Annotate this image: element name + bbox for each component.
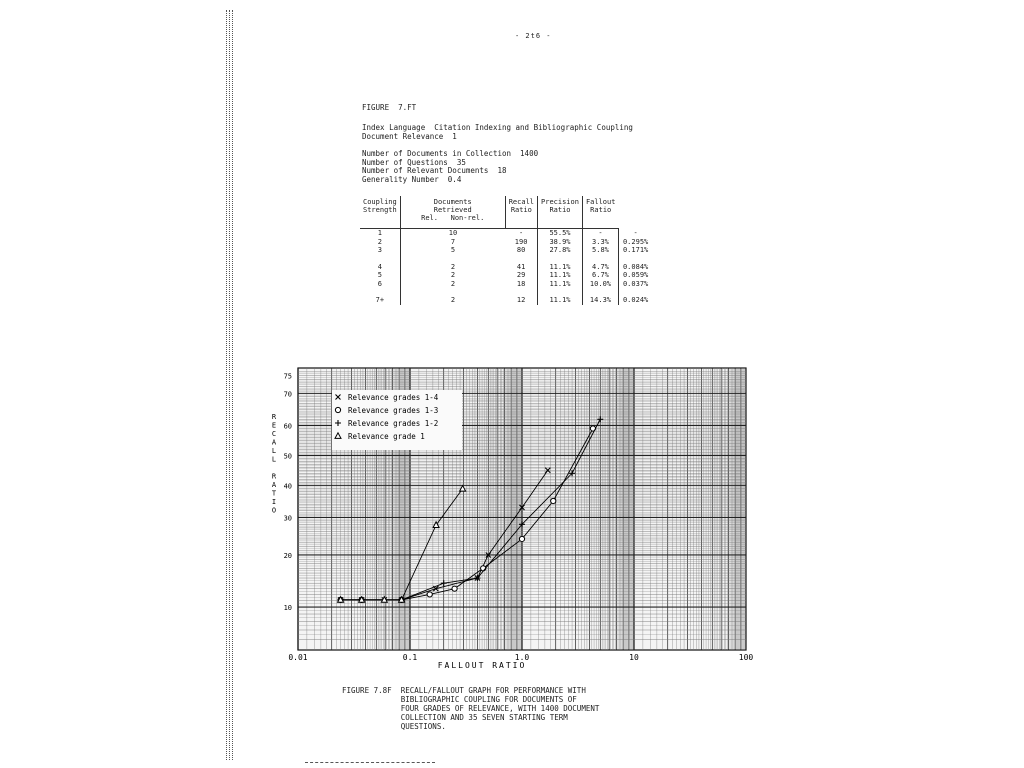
x-tick-label: 1.0 <box>514 653 530 662</box>
header-precision-ratio: Precision Ratio <box>538 196 583 229</box>
table-spacer-row <box>360 288 652 296</box>
collection-stats <box>362 150 538 184</box>
cell-nonrelevant: 41 <box>505 263 537 271</box>
cell-precision: 4.7% <box>582 263 618 271</box>
cell-fallout: 0.059% <box>622 271 649 280</box>
table-row <box>360 279 652 287</box>
legend-entry: Relevance grade 1 <box>348 432 425 441</box>
legend-entry: Relevance grades 1-2 <box>348 419 439 428</box>
cell-nonrelevant: 18 <box>505 279 537 287</box>
cell-fallout: 0.295% <box>622 237 649 246</box>
cell-nonrelevant: 29 <box>505 271 537 279</box>
y-tick-label: 30 <box>283 514 292 523</box>
cell-strength: 3 <box>360 246 400 254</box>
table-body <box>360 229 652 305</box>
x-tick-label: 0.1 <box>402 653 418 662</box>
data-point-circle <box>427 592 432 597</box>
y-tick-label: 20 <box>283 551 292 560</box>
cell-nonrelevant: - <box>505 229 537 238</box>
cell-recall: 11.1% <box>538 279 583 287</box>
chart-svg <box>260 360 760 670</box>
scan-edge <box>226 10 234 760</box>
cell-fallout: - <box>633 228 638 237</box>
y-tick-label: 50 <box>283 452 292 461</box>
cell-relevant: 10 <box>448 229 458 238</box>
cell-precision: - <box>582 229 618 238</box>
table-spacer-row <box>360 254 652 262</box>
cell-recall: 38.9% <box>538 237 583 245</box>
x-tick-label: 100 <box>738 653 754 662</box>
cell-relevant: 2 <box>450 271 456 280</box>
cell-strength: 7+ <box>360 296 400 304</box>
cell-strength: 6 <box>360 279 400 287</box>
stat-questions: Number of Questions 35 <box>362 157 466 167</box>
page-number: - 2t6 - <box>515 32 552 40</box>
stat-documents: Number of Documents in Collection 1400 <box>362 149 539 158</box>
cell-precision: 6.7% <box>582 271 618 279</box>
cell-precision: 14.3% <box>582 296 618 304</box>
cell-strength: 1 <box>360 229 400 238</box>
cell-precision: 10.0% <box>582 279 618 287</box>
x-axis-label: FALLOUT RATIO <box>437 661 527 670</box>
data-point-circle <box>335 407 340 412</box>
cell-fallout: 0.024% <box>622 296 649 305</box>
cell-relevant: 2 <box>450 279 456 288</box>
x-tick-label: 0.01 <box>288 653 308 662</box>
data-point-circle <box>551 498 556 503</box>
y-tick-label: 75 <box>283 372 292 381</box>
cell-recall: 55.5% <box>538 229 583 238</box>
table-row <box>360 237 652 245</box>
legend-entry: Relevance grades 1-4 <box>348 393 439 402</box>
data-point-circle <box>519 536 524 541</box>
footer-rule <box>305 762 435 763</box>
stat-relevant: Number of Relevant Documents 18 <box>362 166 507 175</box>
cell-recall: 27.8% <box>538 246 583 254</box>
table-row <box>360 229 652 238</box>
document-relevance: Document Relevance 1 <box>362 131 457 141</box>
performance-table <box>360 196 652 305</box>
x-tick-label: 10 <box>629 653 639 662</box>
table-row <box>360 296 652 304</box>
cell-strength: 4 <box>360 263 400 271</box>
header-recall-ratio: Recall Ratio <box>505 196 537 229</box>
table-row <box>360 246 652 254</box>
cell-fallout: 0.084% <box>622 262 649 271</box>
table-header-row <box>360 196 652 229</box>
y-axis-label: R E C A L L R A T I O <box>271 413 277 515</box>
index-language: Index Language Citation Indexing and Bibliographic Coupling <box>362 123 633 132</box>
y-tick-label: 40 <box>283 482 292 491</box>
cell-recall: 11.1% <box>538 296 583 304</box>
cell-nonrelevant: 12 <box>505 296 537 304</box>
cell-strength: 2 <box>360 237 400 245</box>
cell-recall: 11.1% <box>538 263 583 271</box>
cell-fallout: 0.171% <box>622 245 649 254</box>
cell-relevant: 2 <box>450 262 456 271</box>
figure-label: FIGURE 7.FT <box>362 103 417 112</box>
cell-nonrelevant: 190 <box>505 237 537 245</box>
y-tick-label: 70 <box>283 390 292 399</box>
header-coupling-strength: Coupling Strength <box>360 196 400 229</box>
cell-strength: 5 <box>360 271 400 279</box>
y-tick-label: 60 <box>283 422 292 431</box>
header-documents-retrieved: Documents Retrieved Rel. Non-rel. <box>400 196 505 229</box>
cell-nonrelevant: 80 <box>505 246 537 254</box>
cell-precision: 3.3% <box>582 237 618 245</box>
cell-relevant: 7 <box>450 237 456 246</box>
y-tick-label: 10 <box>283 604 292 613</box>
index-language-block <box>362 124 633 141</box>
cell-fallout: 0.037% <box>622 279 649 288</box>
cell-recall: 11.1% <box>538 271 583 279</box>
cell-relevant: 2 <box>450 296 456 305</box>
table-row <box>360 271 652 279</box>
header-fallout-ratio: Fallout Ratio <box>582 196 618 229</box>
cell-precision: 5.8% <box>582 246 618 254</box>
figure-caption: FIGURE 7.8F RECALL/FALLOUT GRAPH FOR PERFORMANCE WITH BIBLIOGRAPHIC COUPLING FOR DOCUMENTS OF FOUR GRADES OF RELEVANCE, WITH 1400 DOCUMENT COLLECTION AND 35 SEVEN STARTING TERM QUESTIONS. <box>342 686 600 731</box>
cell-relevant: 5 <box>450 245 456 254</box>
stat-generality: Generality Number 0.4 <box>362 174 462 184</box>
recall-fallout-chart <box>260 360 760 670</box>
legend-entry: Relevance grades 1-3 <box>348 406 439 415</box>
data-point-circle <box>452 586 457 591</box>
table-row <box>360 263 652 271</box>
